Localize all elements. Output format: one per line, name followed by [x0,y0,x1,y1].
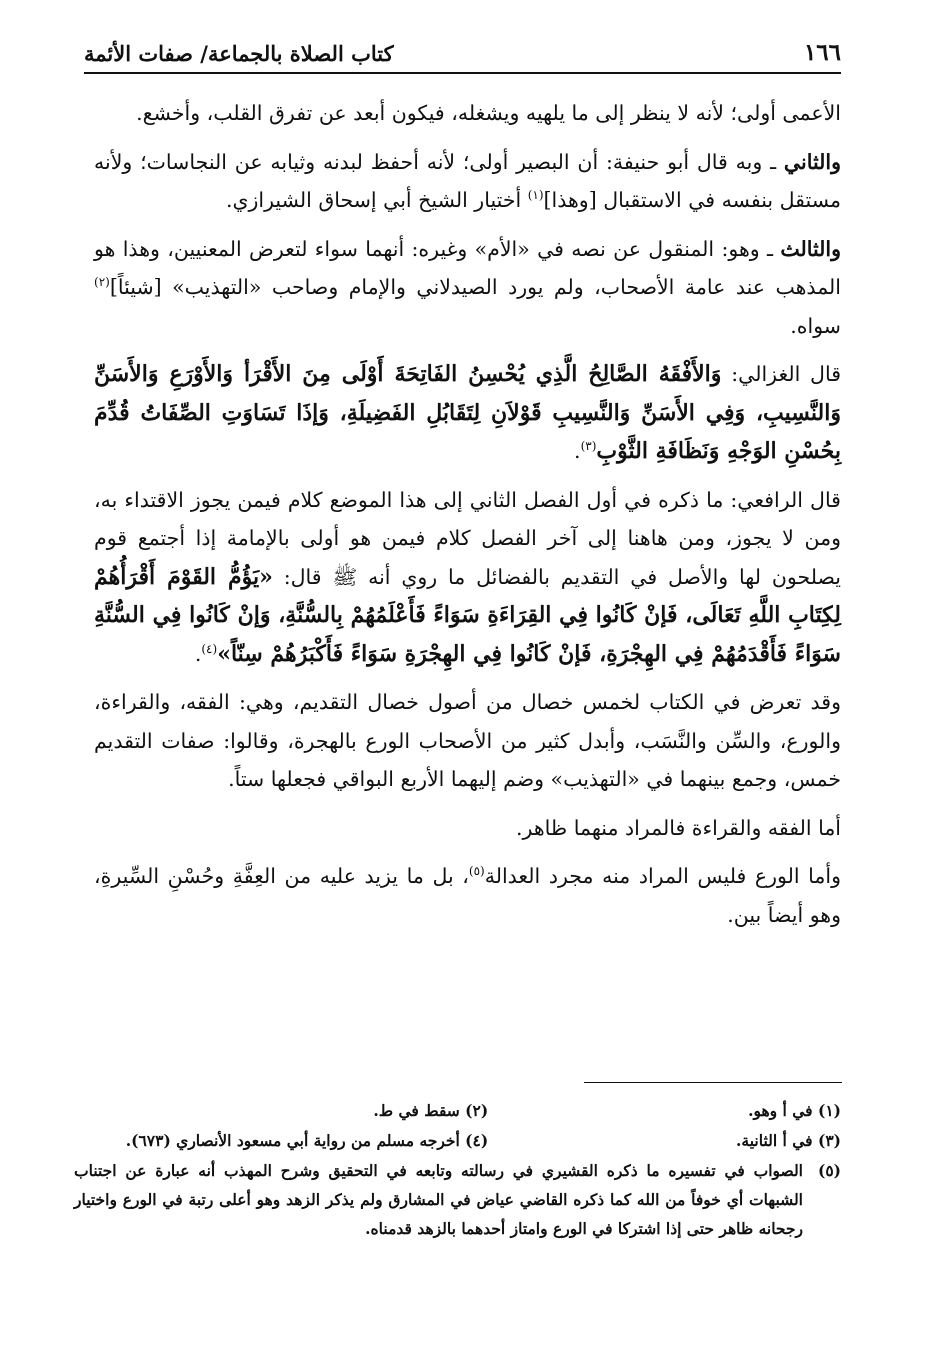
paragraph-5-end: . [194,641,202,666]
paragraph-4 [94,355,841,471]
paragraph-3-text-a: ـ وهو: المنقول عن نصه في «الأم» وغيره: أنهما سواء لتعرض المعنيين، وهذا هو المذهب عند عامة الأصحاب، ولم يورد الصيدلاني والإمام وصاحب «التهذيب» [شيئاً] [94,236,841,299]
paragraph-2-text-b: أختيار الشيخ أبي إسحاق الشيرازي. [225,188,528,212]
main-text [94,94,841,944]
page-header [84,30,841,74]
paragraph-8 [94,857,841,934]
page-number: ١٦٦ [803,39,841,66]
paragraph-4-end: . [574,439,581,463]
footnote-ref-2: (٢) [94,275,110,290]
footnote-5 [74,1156,841,1243]
paragraph-1: الأعمى أولى؛ لأنه لا ينظر إلى ما يلهيه ويشغله، فيكون أبعد عن تفرق القلب، وأخشع. [136,101,841,125]
paragraph-3-lead: والثالث [780,236,841,261]
footnote-row-2 [74,1126,841,1156]
footnote-divider [584,1082,842,1083]
paragraph-3-text-b: سواه. [790,313,841,338]
footnote-ref-4: (٤) [201,641,218,656]
hadith-quote: «يَؤُمُّ القَوْمَ أَقْرَأُهُمْ لِكِتَابِ اللَّهِ تَعَالَى، فَإنْ كَانُوا فِي القِرَاءَةِ سَوَاءً فَأَعْلَمُهُمْ بِالسُّنَّةِ، وَإنْ كَانُوا فِي السُّنَّةِ سَوَاءً فَأَقْدَمُهُمْ فِي الهِجْرَةِ، فَإنْ كَانُوا فِي الهِجْرَةِ سَوَاءً فَأَكْبَرُهُمْ سِنّاً» [94,563,841,667]
paragraph-8-text-a: وأما الورع فليس المراد منه مجرد العدالة [484,864,841,888]
footnote-4: (٤) أخرجه مسلم من رواية أبي مسعود الأنصاري (٦٧٣). [125,1131,489,1150]
footnote-1: (١) في أ وهو. [748,1101,841,1120]
footnote-2: (٢) سقط في ط. [373,1101,489,1120]
footnotes [74,1096,841,1243]
paragraph-5-text: قال الرافعي: ما ذكره في أول الفصل الثاني إلى هذا الموضع كلام فيمن يجوز الاقتداء به، ومن لا يجوز، ومن هاهنا إلى آخر الفصل كلام فيمن هو أولى بالإمامة إذا أجتمع قوم يصلحون لها والأصل في التقديم بالفضائل ما روي أنه ﷺ قال: [94,487,841,589]
footnote-5-text: الصواب في تفسيره ما ذكره القشيري في رسالته وتابعه في التحقيق وشرح المهذب أنه عبارة عن اجتناب الشبهات أي خوفاً من الله كما ذكره القاضي عياض في المشارق ولم يذكر الزهد وهو أعلى رتبة في الورع واختيار رجحانه ظاهر حتى إذا اشتركا في الورع وامتاز أحدهما بالزهد قدمناه. [74,1161,803,1238]
paragraph-7: أما الفقه والقراءة فالمراد منهما ظاهر. [516,815,841,840]
footnote-ref-1: (١) [527,188,544,203]
paragraph-8-text-b: ، بل ما يزيد عليه من العِفَّةِ وحُسْنِ السِّيرةِ، وهو أيضاً بين. [94,864,841,927]
paragraph-6: وقد تعرض في الكتاب لخمس خصال من أصول خصال التقديم، وهي: الفقه، والقراءة، والورع، والسِّن والنَّسَب، وأبدل كثير من الأصحاب الورع بالهجرة، وقالوا: صفات التقديم خمس، وجمع بينهما في «التهذيب» وضم إليهما الأربع البواقي فجعلها ستاً. [94,690,841,791]
paragraph-2-lead: والثاني [783,149,841,174]
paragraph-5 [94,481,841,674]
paragraph-4-intro: قال الغزالي: [721,362,841,386]
footnote-5-number: (٥) [817,1161,841,1180]
paragraph-2-text-a: ـ وبه قال أبو حنيفة: أن البصير أولى؛ لأنه أحفظ لبدنه وثيابه عن النجاسات؛ ولأنه مستقل بنفسه في الاستقبال [وهذا] [94,149,841,212]
paragraph-3 [94,230,841,346]
ghazali-quote: وَالأَفْقَهُ الصَّالِحُ الَّذِي يُحْسِنُ الفَاتِحَةَ أَوْلَى مِنَ الأَقْرَأ وَالأَوْرَعِ وَالأَسَنِّ وَالنَّسِيبِ، وَفِي الأَسَنِّ وَالنَّسِيبِ قَوْلاَنِ لِتَقَابُلِ الفَضِيلَةِ، وَإذَا تَسَاوَتِ الصِّفَاتُ قُدِّمَ بِحُسْنِ الوَجْهِ وَنَظَافَةِ الثَّوْبِ [94,361,841,464]
footnote-row-1 [74,1096,841,1126]
footnote-ref-5: (٥) [468,864,485,879]
paragraph-2 [94,143,841,220]
running-title: كتاب الصلاة بالجماعة/ صفات الأئمة [84,41,394,66]
footnote-ref-3: (٣) [580,439,597,454]
footnote-3: (٣) في أ الثانية. [736,1131,841,1150]
